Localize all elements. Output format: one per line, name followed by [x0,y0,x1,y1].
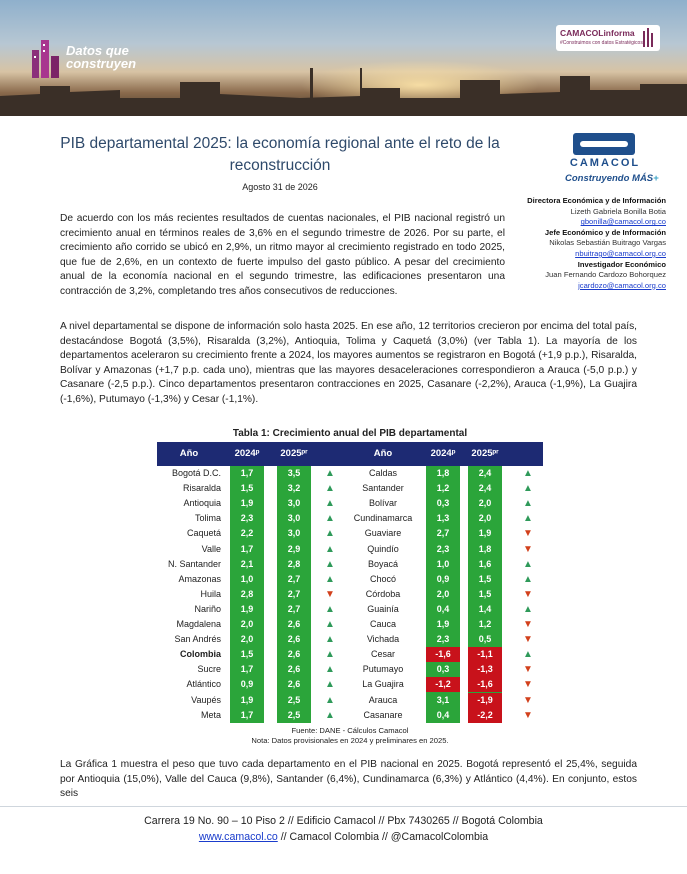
departmental-paragraph: A nivel departamental se dispone de información solo hasta 2025. En ese año, 12 territorios crecieron por encima del total país, destacándose Bogotá (3,5%), Risaralda (3,2%), Antioquia, Tolima y Caquetá (3,0%) (ver Tabla 1). La mayoría de los departamentos aceleraron su crecimiento frente a 2024, los mayores aumentos se registraron en Bogotá (+1,9 p.p.), Risaralda, Bolívar y Amazonas (+1,7 p.p. cada uno), mientras que las mayores desaceleraciones correspondieron a Arauca (-5,0 p.p.) y Casanare (-2,5 p.p.). Cinco departamentos presentaron contracciones en 2025, Casanare (-2,2%), Arauca (-1,9%), La Guajira (-1,6%), Putumayo (-1,3%) y Cesar (-1,1%). [60,321,637,405]
arrow-up-icon: ▲ [325,543,335,555]
value-2024: 2,3 [240,513,254,524]
department-name: Vaupés [191,694,221,705]
value-2024: -1,6 [435,649,451,660]
table-row [157,587,543,602]
staff-name: Lizeth Gabriela Bonilla Botia [570,206,666,216]
value-2024: 1,9 [240,498,254,509]
value-2024: 1,0 [436,558,450,569]
value-2025: 3,5 [287,468,301,478]
table-row [157,511,543,526]
arrow-up-icon: ▲ [325,558,335,570]
value-2024: 1,9 [240,694,254,705]
table-row [157,647,543,662]
department-name: Arauca [368,694,398,705]
value-2024: 2,0 [240,634,254,645]
value-2024: 0,9 [240,679,254,690]
value-2024: 2,2 [240,528,254,539]
value-2024: 0,4 [436,709,450,720]
table-row [157,708,543,723]
department-name: Colombia [179,649,221,660]
value-2024: 0,4 [436,603,450,614]
value-2024: 2,8 [240,588,254,599]
arrow-up-icon: ▲ [523,649,533,661]
value-2025: 2,6 [287,679,301,690]
arrow-up-icon: ▲ [325,513,335,525]
value-2025: -1,1 [477,649,493,660]
footer-links [0,831,687,843]
buildings-icon [30,32,62,78]
footer-social: // Camacol Colombia // @CamacolColombia [277,831,489,843]
value-2024: 2,3 [436,543,450,554]
arrow-up-icon: ▲ [325,573,335,585]
value-2025: 2,8 [287,558,301,569]
department-name: Valle [201,543,221,554]
arrow-up-icon: ▲ [523,513,533,525]
staff-role: Investigador Económico [577,259,666,269]
department-name: Chocó [369,573,396,584]
department-name: Cauca [369,619,396,629]
value-2024: 1,7 [240,543,254,554]
department-name: Bogotá D.C. [171,468,221,478]
department-name: Putumayo [362,664,404,675]
department-name: Bolívar [368,498,397,509]
page-title: PIB departamental 2025: la economía regional ante el reto de la reconstrucción [60,135,500,174]
department-name: Cesar [370,649,395,660]
value-2025: 3,0 [287,513,301,524]
table-row [157,617,543,632]
value-2025: 1,9 [478,528,492,539]
arrow-down-icon: ▼ [523,619,533,630]
department-name: Tolima [194,513,221,524]
department-name: Cundinamarca [353,513,413,524]
department-name: Vichada [366,634,400,645]
department-name: Santander [362,483,404,494]
value-2025: 0,5 [478,634,492,645]
building-columns-icon [642,28,656,47]
value-2024: 2,1 [240,558,254,569]
value-2025: 1,8 [478,543,492,554]
department-name: Caldas [368,468,397,478]
value-2024: 2,3 [436,634,450,645]
value-2025: -1,9 [477,694,493,705]
table-row [157,526,543,541]
arrow-down-icon: ▼ [523,709,533,721]
department-name: Amazonas [178,573,221,584]
department-name: Magdalena [176,619,221,629]
department-name: Meta [200,709,221,720]
value-2024: 1,2 [436,483,450,494]
right-logo-title: CAMACOLinforma [560,28,635,38]
staff-role: Directora Económica y de Información [527,196,666,205]
arrow-up-icon: ▲ [325,468,335,479]
table-row [157,466,543,481]
arrow-up-icon: ▲ [523,558,533,570]
value-2025: -2,2 [477,709,493,720]
value-2025: 3,2 [287,483,301,494]
value-2025: 1,2 [478,619,492,629]
department-name: Sucre [197,664,221,675]
value-2025: -1,6 [477,679,493,690]
table-row [157,496,543,511]
arrow-up-icon: ▲ [523,483,533,495]
value-2025: 2,7 [287,603,301,614]
right-logo-subtitle: #Construimos con datos Estratégicos [560,40,643,46]
table-source: Fuente: DANE - Cálculos Camacol [291,726,409,735]
value-2024: 1,7 [240,468,254,478]
arrow-down-icon: ▼ [523,528,533,540]
arrow-up-icon: ▲ [325,634,335,646]
value-2025: 2,0 [478,513,492,524]
header-2024-left: 2024ᵖ [234,448,260,459]
arrow-down-icon: ▼ [523,588,533,600]
footer-divider [0,806,687,807]
arrow-up-icon: ▲ [325,619,335,630]
value-2025: 2,4 [478,483,492,494]
value-2025: 1,5 [478,588,492,599]
value-2025: 2,0 [478,498,492,509]
department-name: San Andrés [174,634,221,645]
table-row [157,602,543,617]
arrow-up-icon: ▲ [523,573,533,585]
table-row [157,481,543,496]
table-header [157,442,543,466]
header-banner [0,0,687,116]
staff-email-link[interactable]: nbuitrago@camacol.org.co [575,248,666,258]
staff-role: Jefe Económico y de Información [544,227,666,237]
header-2024-right: 2024ᵖ [430,448,456,459]
arrow-up-icon: ▲ [523,468,533,479]
slogan-text: Construyendo MÁS [565,173,654,184]
camacol-logo [565,133,659,184]
department-name: La Guajira [362,679,404,690]
value-2025: 2,6 [287,664,301,675]
arrow-down-icon: ▼ [523,634,533,646]
department-name: Córdoba [365,588,401,599]
table-note: Nota: Datos provisionales en 2024 y preliminares en 2025. [251,736,449,745]
department-name: Atlántico [186,679,221,690]
value-2025: 2,9 [287,543,301,554]
value-2025: 2,6 [287,634,301,645]
left-logo-text: Datos que construyen [66,43,137,71]
value-2024: 1,7 [240,664,254,675]
arrow-up-icon: ▲ [325,649,335,661]
department-name: Quindío [367,543,399,554]
value-2024: 2,0 [240,619,254,629]
value-2024: 1,5 [240,649,254,660]
arrow-up-icon: ▲ [325,679,335,691]
datos-que-construyen-logo [30,30,140,80]
department-name: Casanare [363,709,403,720]
department-name: Antioquia [183,498,221,509]
footer-address: Carrera 19 No. 90 – 10 Piso 2 // Edificio Camacol // Pbx 7430265 // Bogotá Colombia [144,815,543,827]
value-2024: 2,7 [436,528,450,539]
chart-intro-paragraph: La Gráfica 1 muestra el peso que tuvo cada departamento en el PIB nacional en 2025. Bogotá representó el 25,4%, seguida por Antioquia (15,0%), Valle del Cauca (9,8%), Santander (6,4%), Cundinamarca (6,3%) y Atlántico (4,4%). En conjunto, estos seis [60,759,637,800]
value-2025: -1,3 [477,664,493,675]
value-2024: 1,5 [240,483,254,494]
department-name: Caquetá [186,528,221,539]
header-2025-left: 2025ᵖʳ [280,448,308,459]
value-2024: 0,3 [436,664,450,675]
header-year-left: Año [179,448,199,459]
value-2024: 2,0 [436,588,450,599]
arrow-up-icon: ▲ [325,528,335,540]
value-2024: 1,9 [240,603,254,614]
value-2025: 1,4 [478,603,492,614]
staff-email-link[interactable]: jcardozo@camacol.org.co [578,280,666,290]
table-row [157,693,543,708]
value-2025: 2,7 [287,588,301,599]
arrow-down-icon: ▼ [325,588,335,600]
department-name: Guaviare [364,528,402,539]
value-2025: 2,5 [287,709,301,720]
arrow-down-icon: ▼ [523,664,533,676]
table-caption: Tabla 1: Crecimiento anual del PIB departamental [232,428,468,439]
value-2025: 1,6 [478,558,492,569]
value-2024: 1,7 [240,709,254,720]
department-name: Boyacá [367,558,399,569]
slogan-plus: + [653,173,659,184]
camacol-informa-logo [556,25,660,51]
value-2025: 2,6 [287,649,301,660]
arrow-down-icon: ▼ [523,679,533,691]
camacol-name: CAMACOL [569,157,641,169]
value-2024: 3,1 [436,694,450,705]
department-name: Huila [200,588,221,599]
value-2025: 2,7 [287,573,301,584]
arrow-up-icon: ▲ [325,603,335,615]
intro-paragraph: De acuerdo con los más recientes resultados de cuentas nacionales, el PIB nacional registró un crecimiento anual en términos reales de 3,6% en el segundo trimestre de 2026. Por su parte, el crecimiento año corrido se ubicó en 2,9%, un ritmo mayor al crecimiento registrado en todo 2025, que fue de 2,6%, en un contexto de fuerte impulso del gasto público. A pesar del crecimiento anual de la economía nacional en el segundo trimestre, las edificaciones presentaron una contracción de 3,2%, completando tres años consecutivos de reducciones. [60,213,505,297]
table-row [157,677,543,692]
staff-email-link[interactable]: gbonilla@camacol.org.co [580,217,666,227]
table-row [157,632,543,647]
department-name: Guainía [367,603,399,614]
value-2024: 1,0 [240,573,254,584]
table-row [157,542,543,557]
value-2025: 3,0 [287,528,301,539]
table-row [157,557,543,572]
value-2024: -1,2 [435,679,451,690]
arrow-down-icon: ▼ [523,694,533,706]
website-link[interactable]: www.camacol.co [198,831,278,843]
staff-name: Nikolas Sebastián Buitrago Vargas [549,238,666,248]
camacol-emblem-icon [573,133,635,155]
arrow-up-icon: ▲ [523,603,533,615]
arrow-up-icon: ▲ [325,498,335,510]
value-2025: 2,4 [478,468,492,478]
department-name: N. Santander [167,558,221,569]
table-row [157,572,543,587]
value-2024: 1,9 [436,619,450,629]
header-year-right: Año [373,448,393,459]
table-row [157,662,543,677]
value-2025: 3,0 [287,498,301,509]
header-2025-right: 2025ᵖʳ [471,448,499,459]
department-name: Nariño [194,603,221,614]
value-2025: 2,6 [287,619,301,629]
arrow-down-icon: ▼ [523,543,533,555]
arrow-up-icon: ▲ [325,694,335,706]
arrow-up-icon: ▲ [325,709,335,721]
value-2025: 1,5 [478,573,492,584]
department-name: Risaralda [182,483,221,494]
value-2024: 0,9 [436,573,450,584]
value-2024: 0,3 [436,498,450,509]
publication-date: Agosto 31 de 2026 [242,182,318,192]
value-2024: 1,8 [436,468,450,478]
staff-directory [510,196,666,291]
camacol-slogan [565,173,659,184]
value-2025: 2,5 [287,694,301,705]
arrow-up-icon: ▲ [325,664,335,676]
staff-name: Juan Fernando Cardozo Bohorquez [545,270,666,280]
arrow-up-icon: ▲ [523,498,533,510]
value-2024: 1,3 [436,513,450,524]
arrow-up-icon: ▲ [325,483,335,495]
